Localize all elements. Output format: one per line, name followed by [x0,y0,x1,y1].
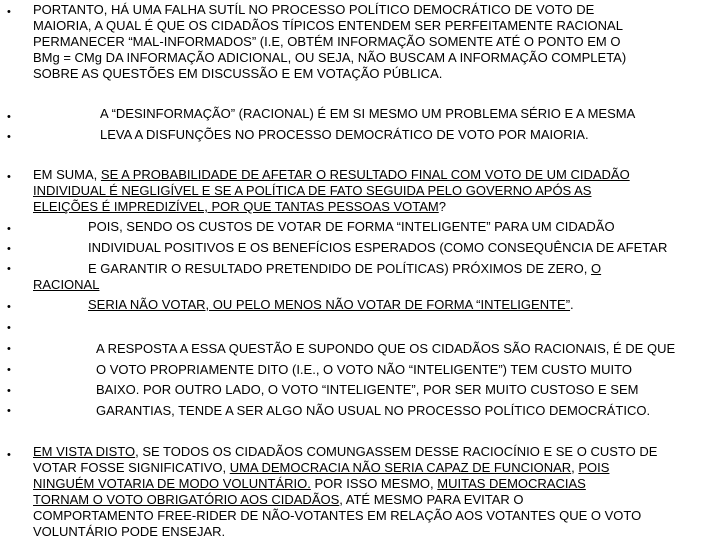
bullet: • [7,405,11,417]
text-run: POR ISSO MESMO, [310,476,438,491]
paragraph-4-line: A RESPOSTA A ESSA QUESTÃO E SUPONDO QUE OS CIDADÃOS SÃO RACIONAIS, É DE QUE [96,341,676,356]
paragraph-2-line: LEVA A DISFUNÇÕES NO PROCESSO DEMOCRÁTICO DE VOTO POR MAIORIA. [100,127,589,142]
bullet: • [7,131,11,143]
text-run: E GARANTIR O RESULTADO PRETENDIDO DE POLÍTICAS) PRÓXIMOS DE ZERO, [88,261,591,276]
bullet: • [7,301,11,313]
text-run: , SE TODOS OS CIDADÃOS COMUNGASSEM DESSE RACIOCÍNIO E SE O CUSTO DE [135,444,658,459]
underlined-text: MUITAS DEMOCRACIAS [437,476,586,491]
paragraph-3-line [88,297,574,313]
paragraph-3-line [33,199,446,215]
bullet: • [7,385,11,397]
paragraph-4-line: GARANTIAS, TENDE A SER ALGO NÃO USUAL NO PROCESSO POLÍTICO DEMOCRÁTICO. [96,403,651,418]
paragraph-3-line [33,183,591,199]
text-run: , ATÉ MESMO PARA EVITAR O [339,492,524,507]
bullet: • [7,322,11,334]
text-run: ? [438,199,446,214]
paragraph-5-line: COMPORTAMENTO FREE-RIDER DE NÃO-VOTANTES EM RELAÇÃO AOS VOTANTES QUE O VOTO [33,508,642,523]
paragraph-3-line [33,277,99,293]
paragraph-4-line: O VOTO PROPRIAMENTE DITO (I.E., O VOTO NÃO “INTELIGENTE”) TEM CUSTO MUITO [96,362,632,377]
bullet: • [7,223,11,235]
bullet: • [7,6,11,18]
paragraph-3-line [33,167,630,183]
paragraph-3-line [88,261,601,277]
bullet: • [7,343,11,355]
text-run: , [571,460,579,475]
underlined-text: INDIVIDUAL É NEGLIGÍVEL E SE A POLÍTICA DE FATO SEGUIDA PELO GOVERNO APÓS AS [33,183,592,198]
bullet: • [7,263,11,275]
paragraph-1-line: BMg = CMg DA INFORMAÇÃO ADICIONAL, OU SEJA, NÃO BUSCAM A INFORMAÇÃO COMPLETA) [33,50,627,65]
paragraph-3-line: POIS, SENDO OS CUSTOS DE VOTAR DE FORMA “INTELIGENTE” PARA UM CIDADÃO [88,219,615,234]
underlined-text: TORNAM O VOTO OBRIGATÓRIO AOS CIDADÃOS [33,492,340,507]
underlined-text: SE A PROBABILIDADE DE AFETAR O RESULTADO FINAL COM VOTO DE UM CIDADÃO [100,167,630,182]
underlined-text: NINGUÉM VOTARIA DE MODO VOLUNTÁRIO. [33,476,311,491]
paragraph-1-line: PORTANTO, HÁ UMA FALHA SUTÍL NO PROCESSO POLÍTICO DEMOCRÁTICO DE VOTO DE [33,2,595,17]
paragraph-1-line: PERMANECER “MAL-INFORMADOS” (I.E, OBTÉM INFORMAÇÃO SOMENTE ATÉ O PONTO EM O [33,34,621,49]
paragraph-3-line: INDIVIDUAL POSITIVOS E OS BENEFÍCIOS ESPERADOS (COMO CONSEQUÊNCIA DE AFETAR [88,240,668,255]
underlined-text: SERIA NÃO VOTAR, OU PELO MENOS NÃO VOTAR DE FORMA “INTELIGENTE” [88,297,571,312]
text-run: VOTAR FOSSE SIGNIFICATIVO, [33,460,230,475]
bullet: • [7,243,11,255]
bullet: • [7,449,11,461]
underlined-text: O [590,261,602,276]
text-run: EM SUMA, [33,167,101,182]
paragraph-5-line [33,476,586,492]
paragraph-1-line: MAIORIA, A QUAL É QUE OS CIDADÃOS TÍPICOS ENTENDEM SER PERFEITAMENTE RACIONAL [33,18,623,33]
underlined-text: ELEIÇÕES É IMPREDIZÍVEL, POR QUE TANTAS PESSOAS VOTAM [33,199,439,214]
paragraph-1-line: SOBRE AS QUESTÕES EM DISCUSSÃO E EM VOTAÇÃO PÚBLICA. [33,66,443,81]
text-run: . [570,297,574,312]
paragraph-5-line: VOLUNTÁRIO PODE ENSEJAR. [33,524,226,539]
bullet: • [7,111,11,123]
paragraph-5-line [33,492,523,508]
underlined-text: EM VISTA DISTO [33,444,136,459]
paragraph-5-line [33,460,609,476]
underlined-text: UMA DEMOCRACIA NÃO SERIA CAPAZ DE FUNCIONAR [229,460,572,475]
underlined-text: RACIONAL [33,277,100,292]
bullet: • [7,171,11,183]
bullet: • [7,364,11,376]
paragraph-2-line: A “DESINFORMAÇÃO” (RACIONAL) É EM SI MESMO UM PROBLEMA SÉRIO E A MESMA [100,106,636,121]
underlined-text: POIS [578,460,610,475]
paragraph-4-line: BAIXO. POR OUTRO LADO, O VOTO “INTELIGENTE”, POR SER MUITO CUSTOSO E SEM [96,382,639,397]
paragraph-5-line [33,444,657,460]
